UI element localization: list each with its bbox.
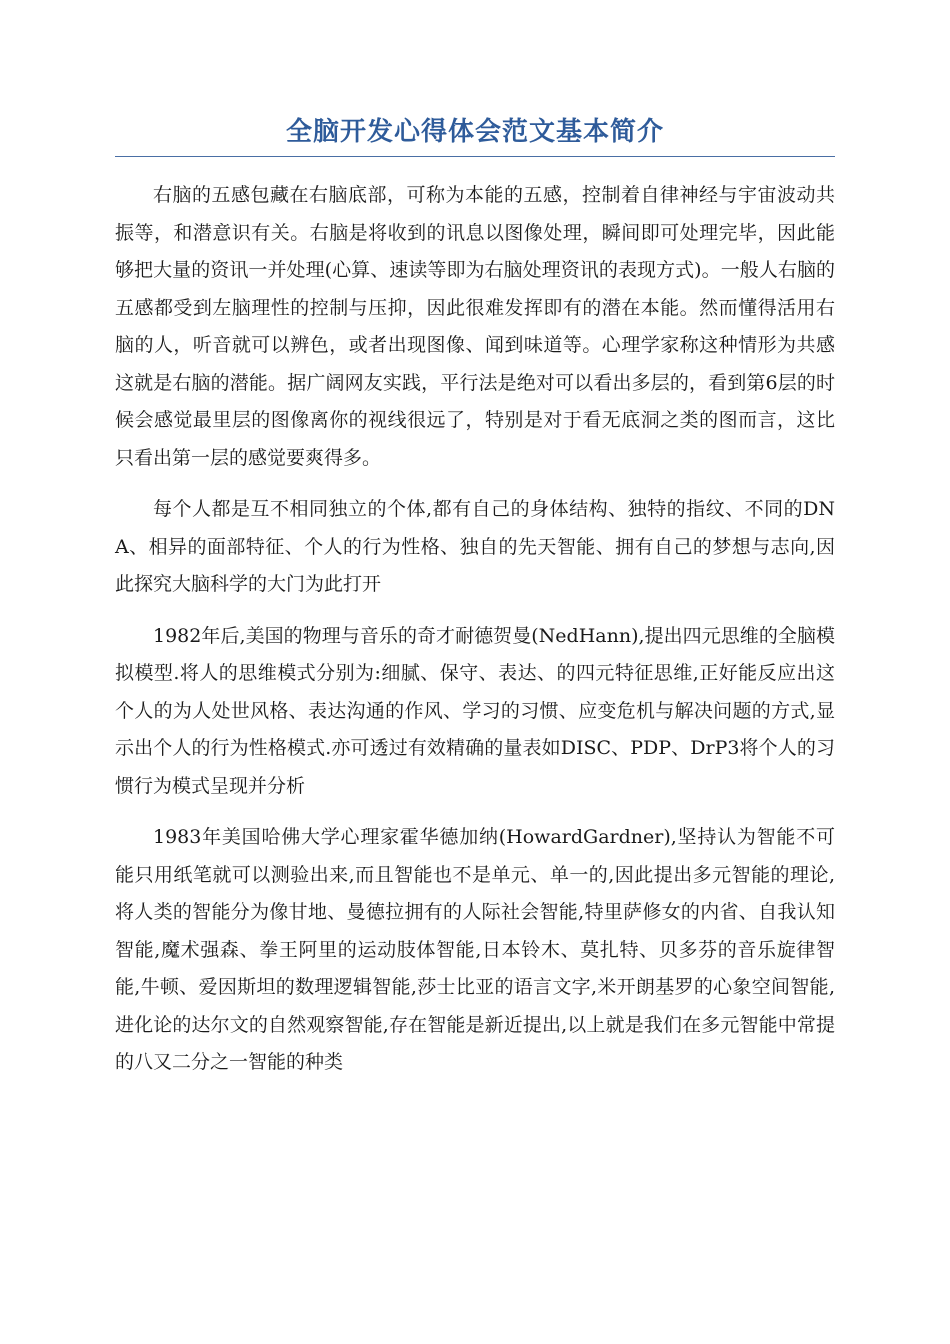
paragraph-1: 右脑的五感包藏在右脑底部，可称为本能的五感，控制着自律神经与宇宙波动共振等，和潜意识有关。右脑是将收到的讯息以图像处理，瞬间即可处理完毕，因此能够把大量的资讯一并处理(心算、速读等即为右脑处理资讯的表现方式)。一般人右脑的五感都受到左脑理性的控制与压抑，因此很难发挥即有的潜在本能。然而懂得活用右脑的人，听音就可以辨色，或者出现图像、闻到味道等。心理学家称这种情形为共感这就是右脑的潜能。据广阔网友实践，平行法是绝对可以看出多层的，看到第6层的时候会感觉最里层的图像离你的视线很远了，特别是对于看无底洞之类的图而言，这比只看出第一层的感觉要爽得多。	[115, 184, 835, 469]
document-body	[115, 177, 835, 1082]
document-title: 全脑开发心得体会范文基本简介	[115, 112, 835, 157]
paragraph-3: 1982年后,美国的物理与音乐的奇才耐德贺曼(NedHann),提出四元思维的全脑模拟模型.将人的思维模式分别为:细腻、保守、表达、的四元特征思维,正好能反应出这个人的为人处世风格、表达沟通的作风、学习的习惯、应变危机与解决问题的方式,显示出个人的行为性格模式.亦可透过有效精确的量表如DISC、PDP、DrP3将个人的习惯行为模式呈现并分析	[115, 624, 835, 797]
paragraph-2: 每个人都是互不相同独立的个体,都有自己的身体结构、独特的指纹、不同的DNA、相异的面部特征、个人的行为性格、独自的先天智能、拥有自己的梦想与志向,因此探究大脑科学的大门为此打开	[115, 498, 835, 595]
paragraph-4: 1983年美国哈佛大学心理家霍华德加纳(HowardGardner),坚持认为智能不可能只用纸笔就可以测验出来,而且智能也不是单元、单一的,因此提出多元智能的理论,将人类的智能分为像甘地、曼德拉拥有的人际社会智能,特里萨修女的内省、自我认知智能,魔术强森、拳王阿里的运动肢体智能,日本铃木、莫扎特、贝多芬的音乐旋律智能,牛顿、爱因斯坦的数理逻辑智能,莎士比亚的语言文字,米开朗基罗的心象空间智能,进化论的达尔文的自然观察智能,存在智能是新近提出,以上就是我们在多元智能中常提的八又二分之一智能的种类	[115, 826, 835, 1073]
document-page	[115, 112, 835, 1096]
